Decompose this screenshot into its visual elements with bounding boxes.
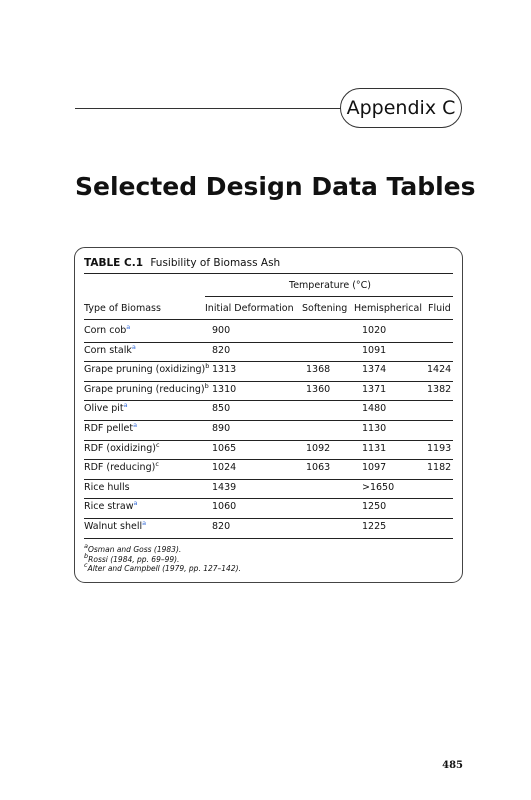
biomass-type-cell: [84, 342, 136, 357]
temperature-cell: [362, 403, 386, 415]
cell-text: Walnut shell: [84, 521, 143, 532]
temperature-cell: [362, 443, 386, 455]
column-header: Softening: [302, 303, 348, 314]
cell-text: Olive pit: [84, 403, 124, 415]
temperature-cell: [362, 462, 386, 474]
table-caption: [84, 257, 280, 269]
row-rule: [84, 342, 453, 343]
temperature-cell: [306, 364, 330, 376]
temperature-cell: [212, 482, 236, 494]
footnote-marker: a: [131, 342, 136, 351]
temperature-cell: [362, 482, 394, 494]
table-footnote: [84, 542, 182, 554]
temperature-cell: [427, 443, 451, 455]
biomass-type-cell: [84, 482, 130, 494]
row-rule: [84, 420, 453, 421]
cell-text: 1310: [212, 383, 237, 395]
footnote-marker: a: [133, 421, 138, 429]
row-rule: [84, 440, 453, 441]
cell-text: Grape pruning (oxidizing): [84, 364, 206, 376]
row-rule: [84, 361, 453, 362]
footnote-marker: a: [142, 519, 147, 527]
cell-text: RDF (reducing): [84, 462, 156, 474]
cell-text: 1480: [362, 403, 387, 415]
footnote-mark: a: [84, 542, 88, 550]
temperature-cell: [362, 501, 386, 513]
cell-text: 1382: [427, 383, 452, 395]
temperature-cell: [212, 403, 230, 415]
temperature-cell: [212, 325, 230, 337]
temperature-cell: [212, 364, 236, 376]
column-header: Initial Deformation: [205, 303, 294, 314]
footnote-marker: a: [123, 401, 128, 410]
footnote-marker: b: [204, 381, 209, 390]
temperature-group-header: Temperature (°C): [289, 280, 371, 291]
footnote-marker: a: [133, 499, 138, 508]
cell-text: 1092: [306, 442, 331, 454]
cell-text: 820: [212, 521, 231, 532]
biomass-type-cell: [84, 364, 209, 376]
temperature-cell: [212, 423, 230, 435]
temperature-cell: [362, 521, 386, 533]
biomass-type-cell: [84, 521, 146, 533]
footnote-text: Alter and Campbell (1979, pp. 127–142).: [87, 564, 241, 573]
temperature-cell: [427, 462, 451, 474]
biomass-type-cell: [84, 381, 209, 396]
row-rule: [84, 518, 453, 519]
temperature-cell: [362, 384, 386, 396]
group-header-rule: [205, 296, 453, 297]
table-bottom-rule: [84, 538, 453, 539]
cell-text: 1424: [427, 364, 452, 376]
biomass-type-cell: [84, 462, 159, 474]
cell-text: 1131: [362, 442, 387, 454]
cell-text: RDF pellet: [84, 423, 134, 434]
cell-text: RDF (oxidizing): [84, 442, 156, 454]
table-footnote: [84, 561, 241, 573]
cell-text: 890: [212, 423, 231, 434]
cell-text: 1225: [362, 521, 387, 532]
cell-text: 1193: [427, 442, 452, 454]
appendix-label: Appendix C: [340, 88, 462, 128]
cell-text: 1360: [306, 383, 331, 395]
cell-text: 900: [212, 325, 231, 336]
temperature-cell: [212, 345, 230, 357]
cell-text: 1020: [362, 325, 387, 336]
cell-text: 1313: [212, 364, 237, 376]
cell-text: 1130: [362, 423, 387, 434]
cell-text: 1182: [427, 462, 452, 474]
temperature-cell: [306, 384, 330, 396]
cell-text: 1368: [306, 364, 331, 376]
row-rule: [84, 479, 453, 480]
temperature-cell: [362, 325, 386, 337]
cell-text: Rice straw: [84, 501, 134, 513]
page-number: 485: [442, 760, 463, 771]
footnote-mark: c: [84, 561, 88, 569]
cell-text: 1097: [362, 462, 387, 474]
cell-text: Corn stalk: [84, 344, 132, 356]
temperature-cell: [212, 384, 236, 396]
biomass-type-cell: [84, 423, 137, 435]
biomass-type-cell: [84, 403, 128, 415]
biomass-type-cell: [84, 440, 160, 455]
table-footnote: [84, 551, 180, 564]
cell-text: 1065: [212, 442, 237, 454]
temperature-cell: [362, 345, 386, 357]
footnote-text: Osman and Goss (1983).: [87, 545, 182, 554]
footnote-text: Rossi (1984, pp. 69–99).: [88, 554, 180, 564]
cell-text: >1650: [362, 481, 395, 493]
chapter-title: Selected Design Data Tables: [75, 172, 476, 201]
row-rule: [84, 498, 453, 499]
temperature-cell: [362, 364, 386, 376]
temperature-cell: [212, 521, 230, 533]
cell-text: 1371: [362, 383, 387, 395]
cell-text: 1250: [362, 501, 387, 513]
biomass-type-cell: [84, 501, 137, 513]
table-caption-text: Fusibility of Biomass Ash: [150, 257, 281, 269]
table-caption-number: TABLE C.1: [84, 257, 143, 269]
footnote-marker: b: [205, 362, 210, 371]
cell-text: 1024: [212, 462, 237, 474]
cell-text: Grape pruning (reducing): [84, 383, 205, 395]
cell-text: 1063: [306, 462, 331, 474]
cell-text: Rice hulls: [84, 481, 130, 493]
row-rule: [84, 381, 453, 382]
footnote-marker: a: [126, 323, 131, 331]
temperature-cell: [362, 423, 386, 435]
header-rule: [84, 319, 453, 320]
column-header: Fluid: [428, 303, 451, 314]
footnote-marker: c: [155, 460, 159, 469]
cell-text: 1439: [212, 481, 237, 493]
footnote-marker: c: [155, 440, 160, 449]
temperature-cell: [212, 501, 236, 513]
cell-text: 1374: [362, 364, 387, 376]
row-rule: [84, 400, 453, 401]
cell-text: 1091: [362, 344, 387, 356]
cell-text: 820: [212, 344, 231, 356]
row-rule: [84, 459, 453, 460]
table-top-rule: [84, 273, 453, 274]
column-header: Type of Biomass: [84, 303, 161, 314]
header-rule: [75, 108, 341, 109]
temperature-cell: [427, 384, 451, 396]
biomass-type-cell: [84, 325, 130, 337]
temperature-cell: [212, 462, 236, 474]
cell-text: Corn cob: [84, 325, 127, 336]
temperature-cell: [212, 443, 236, 455]
footnote-mark: b: [84, 551, 89, 560]
temperature-cell: [306, 443, 330, 455]
cell-text: 1060: [212, 501, 237, 513]
cell-text: 850: [212, 403, 231, 415]
temperature-cell: [427, 364, 451, 376]
temperature-cell: [306, 462, 330, 474]
column-header: Hemispherical: [354, 303, 422, 314]
